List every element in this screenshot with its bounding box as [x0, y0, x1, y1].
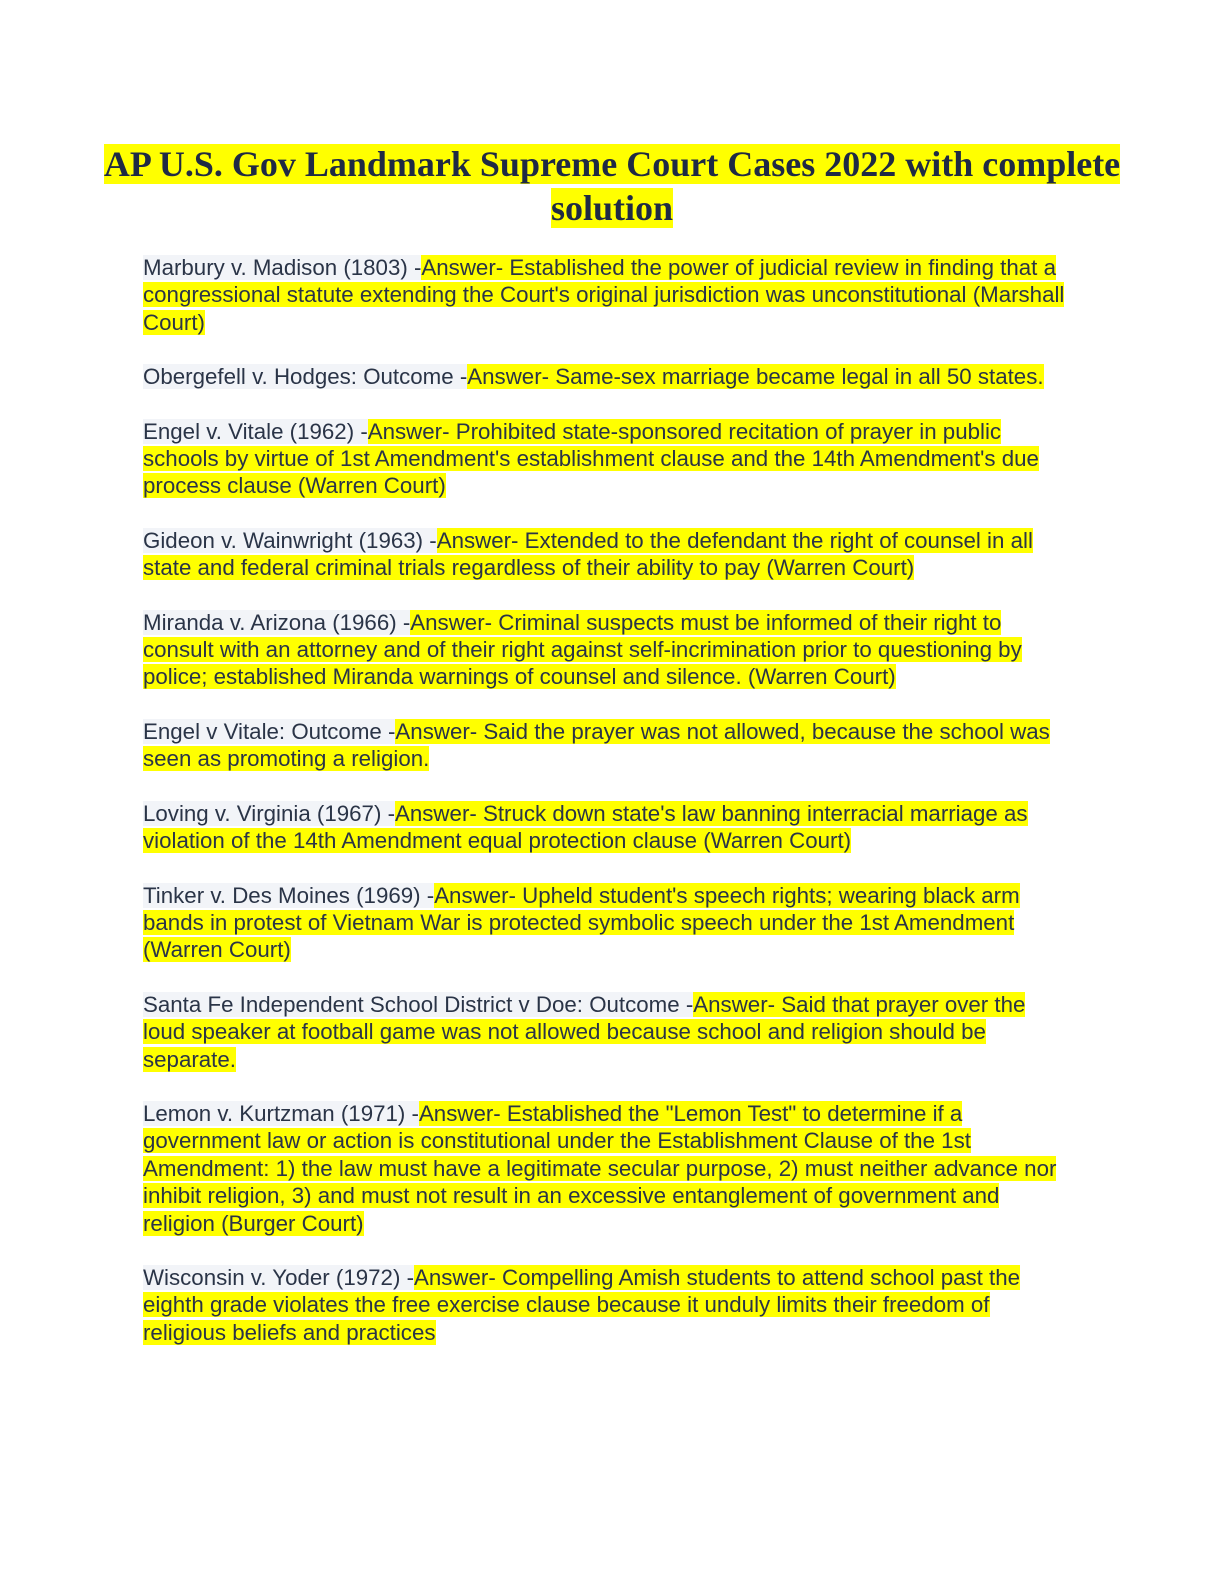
- qa-answer: Answer- Said the prayer was not allowed, because the school was seen as promoting a religion.: [143, 718, 1050, 772]
- document-title-text: AP U.S. Gov Landmark Supreme Court Cases 2022 with complete solution: [103, 144, 1121, 228]
- qa-item: [143, 800, 1073, 855]
- qa-question: Gideon v. Wainwright (1963) -: [143, 527, 437, 553]
- qa-item: [143, 882, 1073, 964]
- qa-answer: Answer- Extended to the defendant the right of counsel in all state and federal criminal trials regardless of their ability to pay (Warren Court): [143, 527, 1033, 581]
- qa-answer: Answer- Said that prayer over the loud speaker at football game was not allowed because school and religion should be separate.: [143, 991, 1026, 1072]
- qa-answer: Answer- Criminal suspects must be informed of their right to consult with an attorney and of their right against self-incrimination prior to questioning by police; established Miranda warnings of counsel and silence. (Warren Court): [143, 609, 1022, 690]
- qa-answer: Answer- Established the "Lemon Test" to determine if a government law or action is constitutional under the Establishment Clause of the 1st Amendment: 1) the law must have a legitimate secular purpose, 2) must neither advance nor inhibit religion, 3) and must not result in an excessive entanglement of government and religion (Burger Court): [143, 1100, 1057, 1236]
- qa-question: Engel v Vitale: Outcome -: [143, 718, 396, 744]
- qa-question: Wisconsin v. Yoder (1972) -: [143, 1264, 414, 1290]
- qa-answer: Answer- Established the power of judicial review in finding that a congressional statute extending the Court's original jurisdiction was unconstitutional (Marshall Court): [143, 255, 1065, 335]
- qa-item: [143, 1264, 1073, 1346]
- qa-answer: Answer- Compelling Amish students to attend school past the eighth grade violates the free exercise clause because it unduly limits their freedom of religious beliefs and practices: [143, 1264, 1021, 1345]
- qa-item: [143, 718, 1073, 773]
- document-title: [100, 142, 1124, 230]
- qa-question: Santa Fe Independent School District v Doe: Outcome -: [143, 991, 694, 1017]
- qa-answer: Answer- Same-sex marriage became legal in all 50 states.: [467, 364, 1044, 390]
- qa-question: Lemon v. Kurtzman (1971) -: [143, 1100, 419, 1126]
- qa-item: [143, 609, 1073, 691]
- qa-answer: Answer- Upheld student's speech rights; wearing black arm bands in protest of Vietnam War is protected symbolic speech under the 1st Amendment (Warren Court): [143, 882, 1020, 963]
- qa-answer: Answer- Struck down state's law banning interracial marriage as violation of the 14th Amendment equal protection clause (Warren Court): [143, 800, 1028, 854]
- qa-item: [143, 527, 1073, 582]
- qa-question: Tinker v. Des Moines (1969) -: [143, 882, 435, 908]
- qa-question: Marbury v. Madison (1803) -: [143, 255, 422, 280]
- qa-item: [143, 363, 1073, 390]
- qa-question: Engel v. Vitale (1962) -: [143, 418, 368, 444]
- qa-item: [143, 254, 1073, 336]
- qa-question: Obergefell v. Hodges: Outcome -: [143, 364, 468, 390]
- qa-item: [143, 418, 1073, 500]
- qa-list: [143, 254, 1073, 1373]
- qa-item: [143, 1100, 1073, 1237]
- qa-item: [143, 991, 1073, 1073]
- qa-question: Loving v. Virginia (1967) -: [143, 800, 396, 826]
- qa-answer: Answer- Prohibited state-sponsored recitation of prayer in public schools by virtue of 1st Amendment's establishment clause and the 14th Amendment's due process clause (Warren Court): [143, 418, 1039, 499]
- qa-question: Miranda v. Arizona (1966) -: [143, 609, 411, 635]
